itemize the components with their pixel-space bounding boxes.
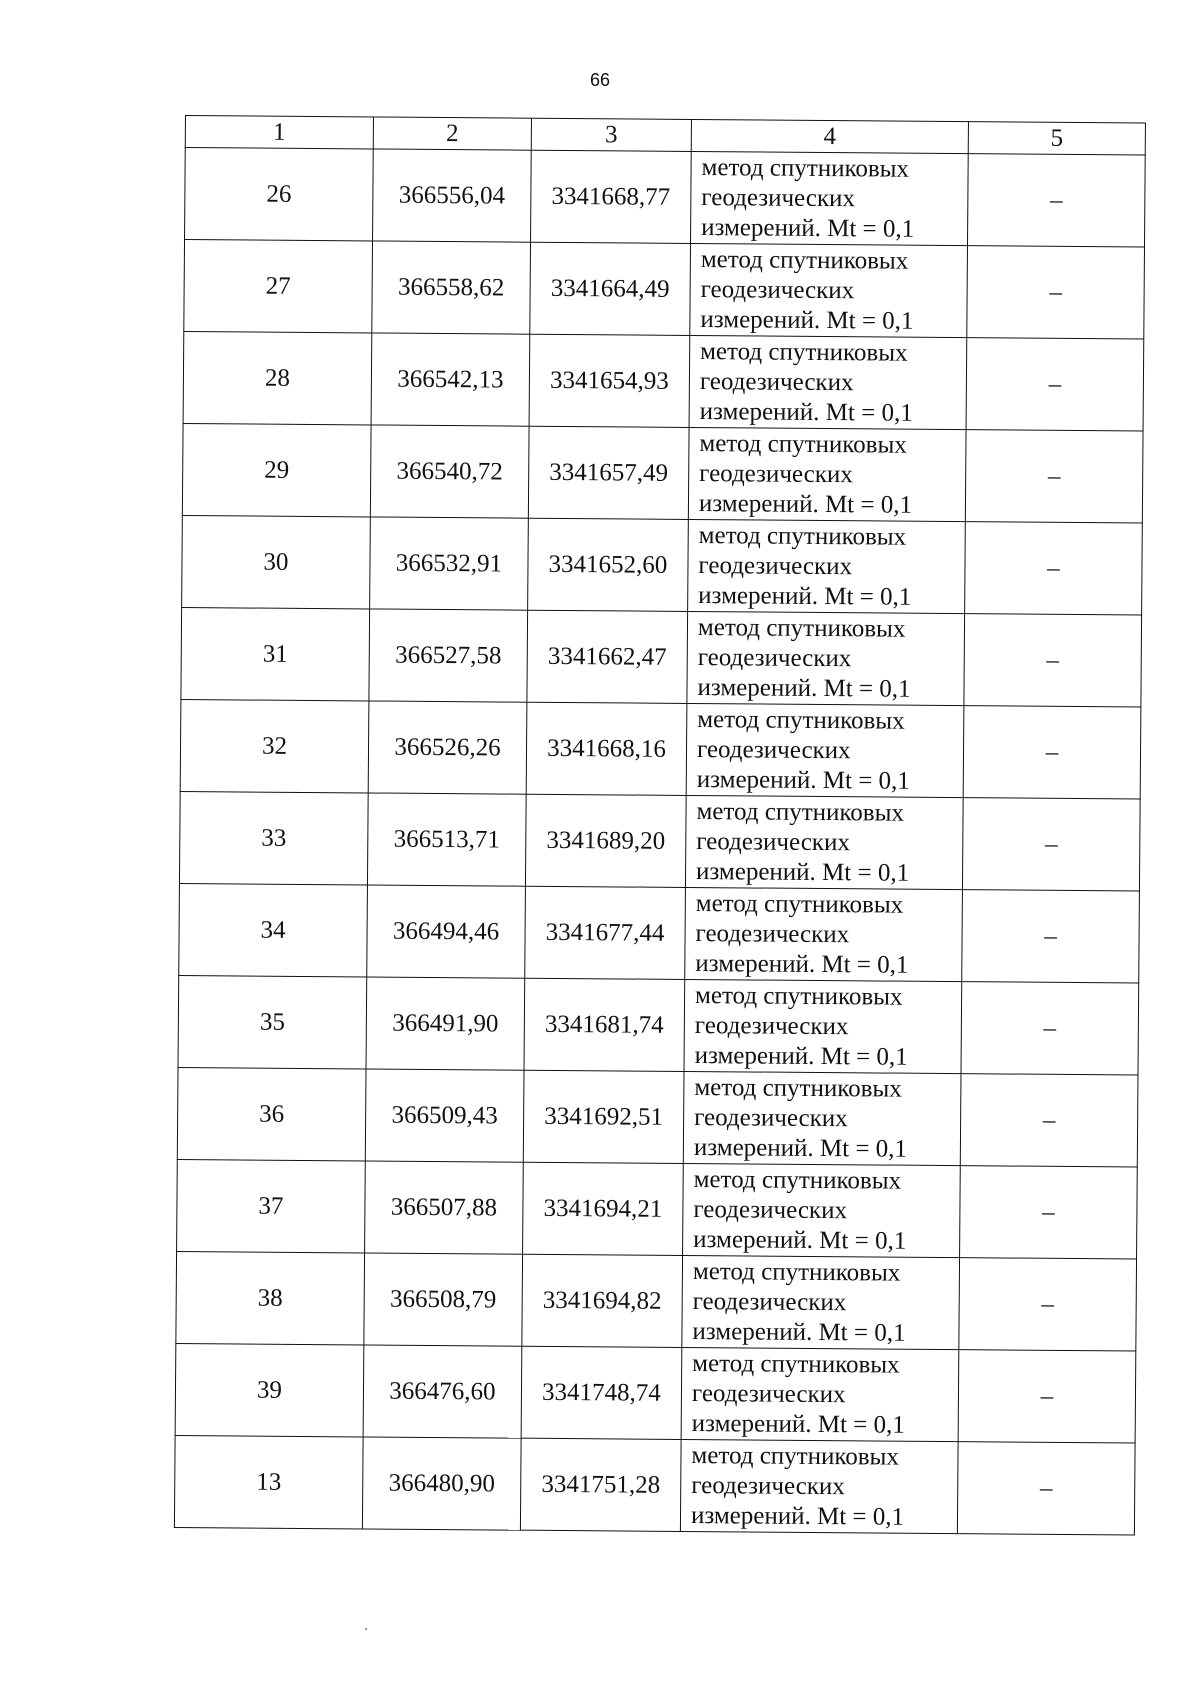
method-line: геодезических <box>694 1103 848 1132</box>
method-line: измерений. Mt = 0,1 <box>693 1225 907 1255</box>
method-line: метод спутниковых <box>693 1165 902 1195</box>
method-line: геодезических <box>691 1379 846 1408</box>
method-line: метод спутниковых <box>691 1441 899 1471</box>
coordinates-table-container <box>174 115 1145 1535</box>
table-row <box>182 423 1143 523</box>
y-coordinate-cell: 3341689,20 <box>525 794 686 887</box>
method-line: геодезических <box>701 183 856 212</box>
point-number-cell: 26 <box>185 148 374 241</box>
note-cell: – <box>960 1166 1138 1259</box>
point-number-cell: 34 <box>179 883 368 976</box>
note-cell: – <box>967 154 1145 247</box>
method-line: геодезических <box>696 827 851 856</box>
y-coordinate-cell: 3341751,28 <box>520 1438 681 1531</box>
table-row <box>180 699 1141 799</box>
note-cell: – <box>958 1350 1136 1443</box>
point-number-cell: 32 <box>180 699 369 792</box>
point-number-cell: 33 <box>179 791 368 884</box>
note-cell: – <box>965 522 1143 615</box>
method-line: метод спутниковых <box>700 337 908 367</box>
method-cell <box>686 703 964 797</box>
table-row <box>183 331 1144 431</box>
x-coordinate-cell: 366507,88 <box>365 1161 524 1254</box>
method-cell <box>684 979 962 1073</box>
x-coordinate-cell: 366526,26 <box>368 701 527 794</box>
method-line: метод спутниковых <box>697 613 906 643</box>
method-line: измерений. Mt = 0,1 <box>693 1133 908 1163</box>
x-coordinate-cell: 366556,04 <box>373 149 532 242</box>
method-cell <box>688 519 966 613</box>
method-cell <box>691 151 969 245</box>
table-row <box>179 791 1140 891</box>
coordinates-table <box>174 115 1146 1536</box>
y-coordinate-cell: 3341692,51 <box>523 1070 684 1163</box>
x-coordinate-cell: 366494,46 <box>367 885 526 978</box>
x-coordinate-cell: 366480,90 <box>362 1437 521 1530</box>
point-number-cell: 13 <box>174 1435 363 1528</box>
y-coordinate-cell: 3341657,49 <box>528 426 689 519</box>
table-row <box>179 883 1140 983</box>
x-coordinate-cell: 366491,90 <box>366 977 525 1070</box>
y-coordinate-cell: 3341654,93 <box>529 334 690 427</box>
y-coordinate-cell: 3341668,77 <box>531 150 692 243</box>
note-cell: – <box>959 1258 1137 1351</box>
y-coordinate-cell: 3341694,21 <box>523 1162 684 1255</box>
method-line: измерений. Mt = 0,1 <box>698 581 912 611</box>
method-line: измерений. Mt = 0,1 <box>699 397 913 427</box>
method-line: геодезических <box>695 919 850 948</box>
table-row <box>176 1251 1137 1351</box>
page-number: 66 <box>589 70 611 90</box>
x-coordinate-cell: 366513,71 <box>367 793 526 886</box>
method-line: метод спутниковых <box>694 1073 902 1103</box>
table-row <box>174 1435 1135 1535</box>
note-cell: – <box>960 1074 1138 1167</box>
method-line: измерений. Mt = 0,1 <box>695 857 910 887</box>
method-line: геодезических <box>692 1287 847 1316</box>
point-number-cell: 31 <box>181 607 370 700</box>
method-line: геодезических <box>698 551 853 580</box>
x-coordinate-cell: 366476,60 <box>363 1345 522 1438</box>
method-cell <box>688 427 966 521</box>
header-cell-3: 3 <box>531 118 691 151</box>
method-line: измерений. Mt = 0,1 <box>696 765 910 795</box>
x-coordinate-cell: 366509,43 <box>365 1069 524 1162</box>
y-coordinate-cell: 3341694,82 <box>522 1254 683 1347</box>
method-line: измерений. Mt = 0,1 <box>692 1317 906 1347</box>
method-cell <box>690 243 968 337</box>
method-line: геодезических <box>691 1471 845 1500</box>
method-line: измерений. Mt = 0,1 <box>690 1501 905 1531</box>
header-cell-2: 2 <box>373 117 531 150</box>
table-row <box>177 1159 1138 1259</box>
scan-speck <box>365 1628 367 1630</box>
note-cell: – <box>967 246 1145 339</box>
table-row <box>177 1067 1138 1167</box>
method-line: измерений. Mt = 0,1 <box>701 213 915 243</box>
method-line: геодезических <box>696 735 851 764</box>
note-cell: – <box>965 430 1143 523</box>
method-line: измерений. Mt = 0,1 <box>698 489 913 519</box>
point-number-cell: 36 <box>177 1067 366 1160</box>
method-line: измерений. Mt = 0,1 <box>694 1041 908 1071</box>
y-coordinate-cell: 3341681,74 <box>524 978 685 1071</box>
x-coordinate-cell: 366527,58 <box>369 609 528 702</box>
method-line: метод спутниковых <box>701 153 910 183</box>
point-number-cell: 37 <box>177 1159 366 1252</box>
y-coordinate-cell: 3341652,60 <box>528 518 689 611</box>
note-cell: – <box>962 798 1140 891</box>
point-number-cell: 30 <box>182 515 371 608</box>
method-line: измерений. Mt = 0,1 <box>691 1409 905 1439</box>
method-line: измерений. Mt = 0,1 <box>695 949 909 979</box>
x-coordinate-cell: 366508,79 <box>364 1253 523 1346</box>
note-cell: – <box>963 706 1141 799</box>
point-number-cell: 27 <box>184 240 373 333</box>
y-coordinate-cell: 3341668,16 <box>526 702 687 795</box>
table-row <box>178 975 1139 1075</box>
method-line: геодезических <box>699 367 854 396</box>
method-cell <box>680 1439 958 1533</box>
method-cell <box>687 611 965 705</box>
table-row <box>184 240 1145 340</box>
method-line: метод спутниковых <box>695 889 904 919</box>
header-cell-5: 5 <box>968 122 1145 155</box>
method-line: метод спутниковых <box>700 245 909 275</box>
x-coordinate-cell: 366542,13 <box>371 333 530 426</box>
table-body <box>174 148 1145 1535</box>
y-coordinate-cell: 3341664,49 <box>530 242 691 335</box>
note-cell: – <box>966 338 1144 431</box>
x-coordinate-cell: 366532,91 <box>370 517 529 610</box>
header-cell-1: 1 <box>185 116 373 149</box>
method-line: геодезических <box>700 275 855 304</box>
point-number-cell: 29 <box>182 423 371 516</box>
x-coordinate-cell: 366540,72 <box>370 425 529 518</box>
y-coordinate-cell: 3341748,74 <box>521 1346 682 1439</box>
y-coordinate-cell: 3341677,44 <box>525 886 686 979</box>
note-cell: – <box>961 982 1139 1075</box>
note-cell: – <box>964 614 1142 707</box>
header-cell-4: 4 <box>691 119 968 153</box>
method-line: измерений. Mt = 0,1 <box>697 673 911 703</box>
method-cell <box>689 335 967 429</box>
table-row <box>181 607 1142 707</box>
note-cell: – <box>957 1442 1135 1535</box>
method-cell <box>683 1071 961 1165</box>
method-cell <box>682 1255 960 1349</box>
method-cell <box>683 1163 961 1257</box>
method-line: геодезических <box>694 1011 849 1040</box>
x-coordinate-cell: 366558,62 <box>372 241 531 334</box>
method-line: геодезических <box>697 643 852 672</box>
point-number-cell: 28 <box>183 331 372 424</box>
method-cell <box>685 887 963 981</box>
method-line: метод спутниковых <box>699 429 907 459</box>
method-line: метод спутниковых <box>696 797 905 827</box>
y-coordinate-cell: 3341662,47 <box>527 610 688 703</box>
method-cell <box>681 1347 959 1441</box>
method-line: геодезических <box>699 459 853 488</box>
point-number-cell: 39 <box>175 1343 364 1436</box>
method-line: метод спутниковых <box>692 1257 901 1287</box>
method-line: метод спутниковых <box>697 705 905 735</box>
table-row <box>185 148 1146 248</box>
method-line: геодезических <box>693 1195 848 1224</box>
point-number-cell: 35 <box>178 975 367 1068</box>
method-line: измерений. Mt = 0,1 <box>700 305 914 335</box>
table-row <box>182 515 1143 615</box>
point-number-cell: 38 <box>176 1251 365 1344</box>
method-cell <box>685 795 963 889</box>
note-cell: – <box>962 890 1140 983</box>
table-row <box>175 1343 1136 1443</box>
method-line: метод спутниковых <box>694 981 903 1011</box>
method-line: метод спутниковых <box>692 1349 900 1379</box>
method-line: метод спутниковых <box>698 521 907 551</box>
